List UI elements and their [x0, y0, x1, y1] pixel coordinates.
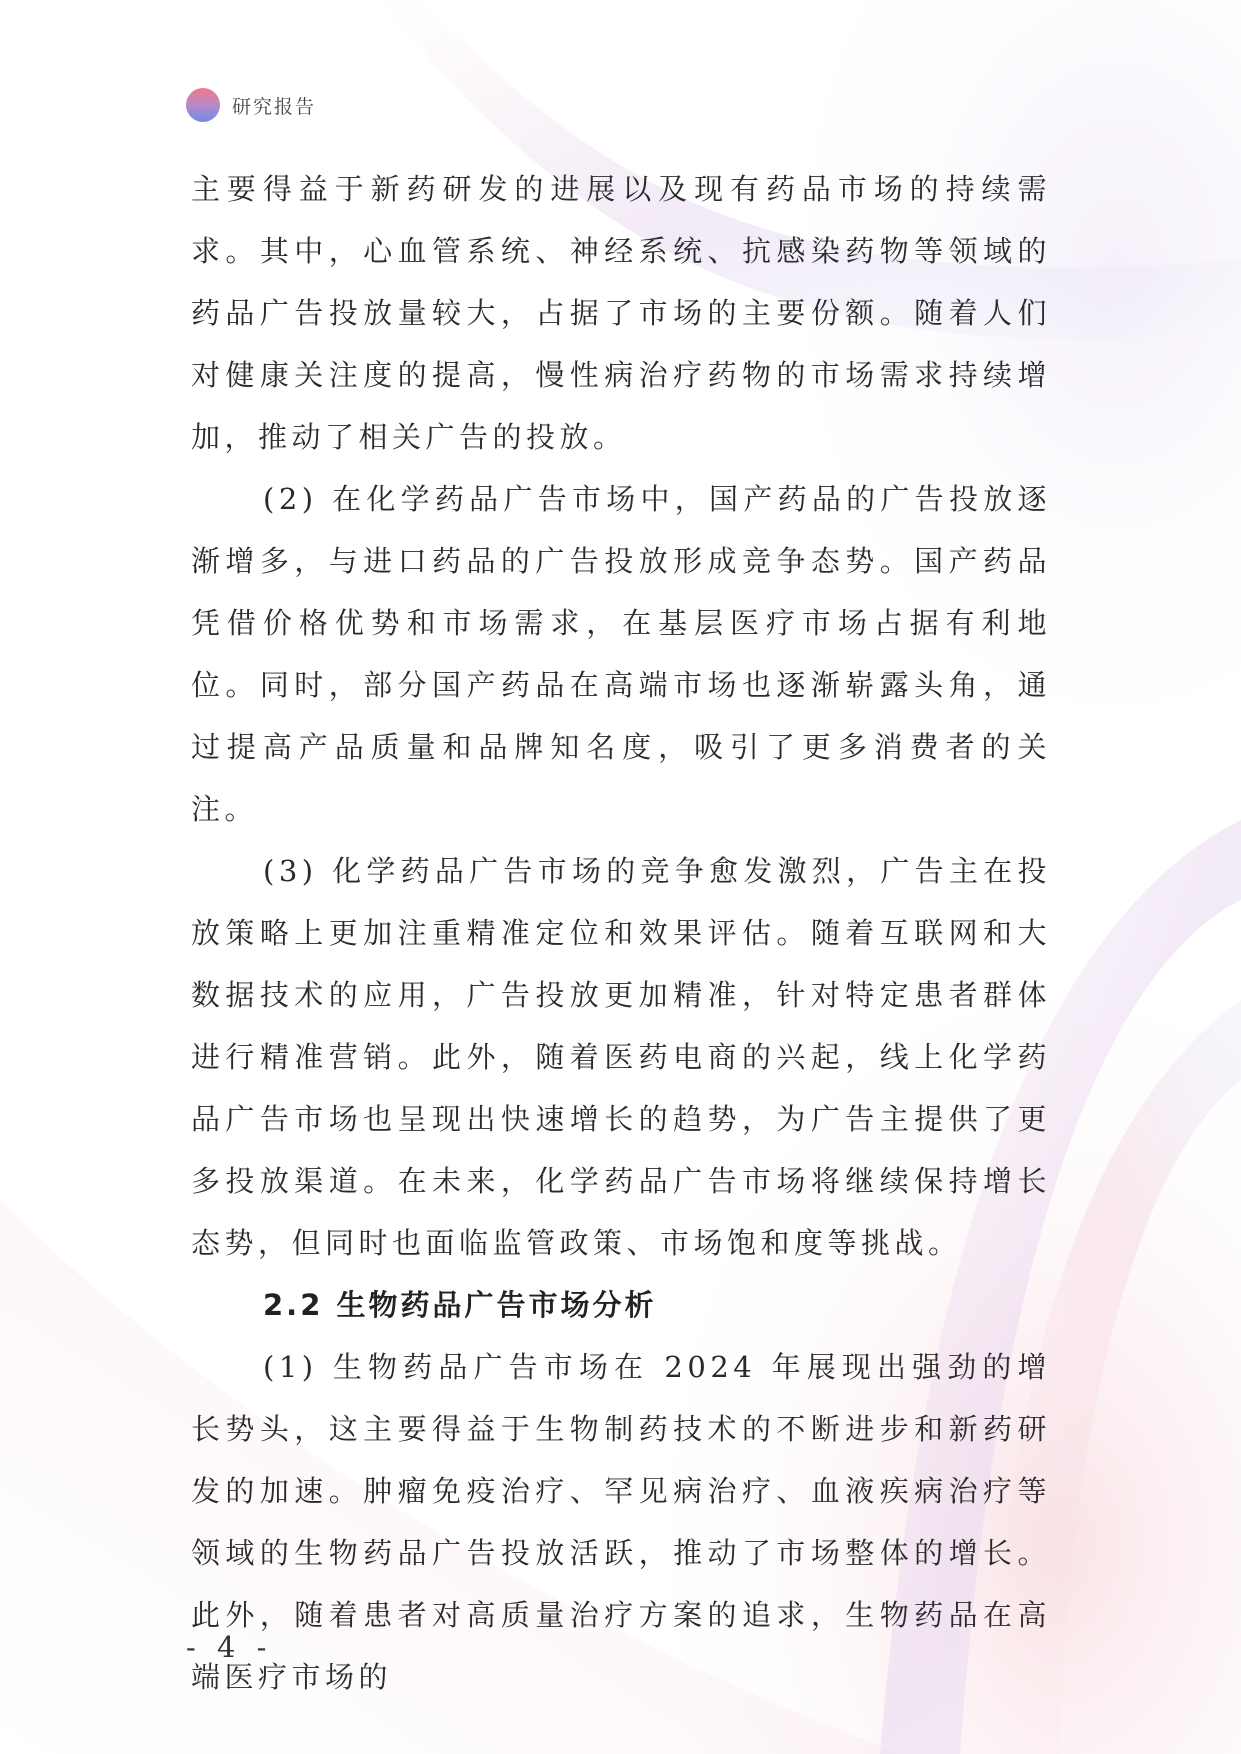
page-number: - 4 - — [186, 1630, 273, 1664]
report-logo-icon — [186, 88, 220, 122]
header-title: 研究报告 — [232, 95, 317, 118]
paragraph: (2) 在化学药品广告市场中，国产药品的广告投放逐渐增多，与进口药品的广告投放形成竞争态势。国产药品凭借价格优势和市场需求，在基层医疗市场占据有利地位。同时，部分国产药品在高端市场也逐渐崭露头角，通过提高产品质量和品牌知名度，吸引了更多消费者的关注。 — [191, 482, 1051, 826]
section-heading: 2.2 生物药品广告市场分析 — [263, 1288, 657, 1322]
paragraph: (3) 化学药品广告市场的竞争愈发激烈，广告主在投放策略上更加注重精准定位和效果评估。随着互联网和大数据技术的应用，广告投放更加精准，针对特定患者群体进行精准营销。此外，随着医药电商的兴起，线上化学药品广告市场也呈现出快速增长的趋势，为广告主提供了更多投放渠道。在未来，化学药品广告市场将继续保持增长态势，但同时也面临监管政策、市场饱和度等挑战。 — [191, 854, 1051, 1260]
document-body — [191, 158, 1051, 1708]
page-header — [186, 88, 316, 122]
paragraph: (1) 生物药品广告市场在 2024 年展现出强劲的增长势头，这主要得益于生物制药技术的不断进步和新药研发的加速。肿瘤免疫治疗、罕见病治疗、血液疾病治疗等领域的生物药品广告投放活跃，推动了市场整体的增长。此外，随着患者对高质量治疗方案的追求，生物药品在高端医疗市场的 — [191, 1350, 1051, 1694]
paragraph: 主要得益于新药研发的进展以及现有药品市场的持续需求。其中，心血管系统、神经系统、抗感染药物等领域的药品广告投放量较大，占据了市场的主要份额。随着人们对健康关注度的提高，慢性病治疗药物的市场需求持续增加，推动了相关广告的投放。 — [191, 172, 1051, 454]
